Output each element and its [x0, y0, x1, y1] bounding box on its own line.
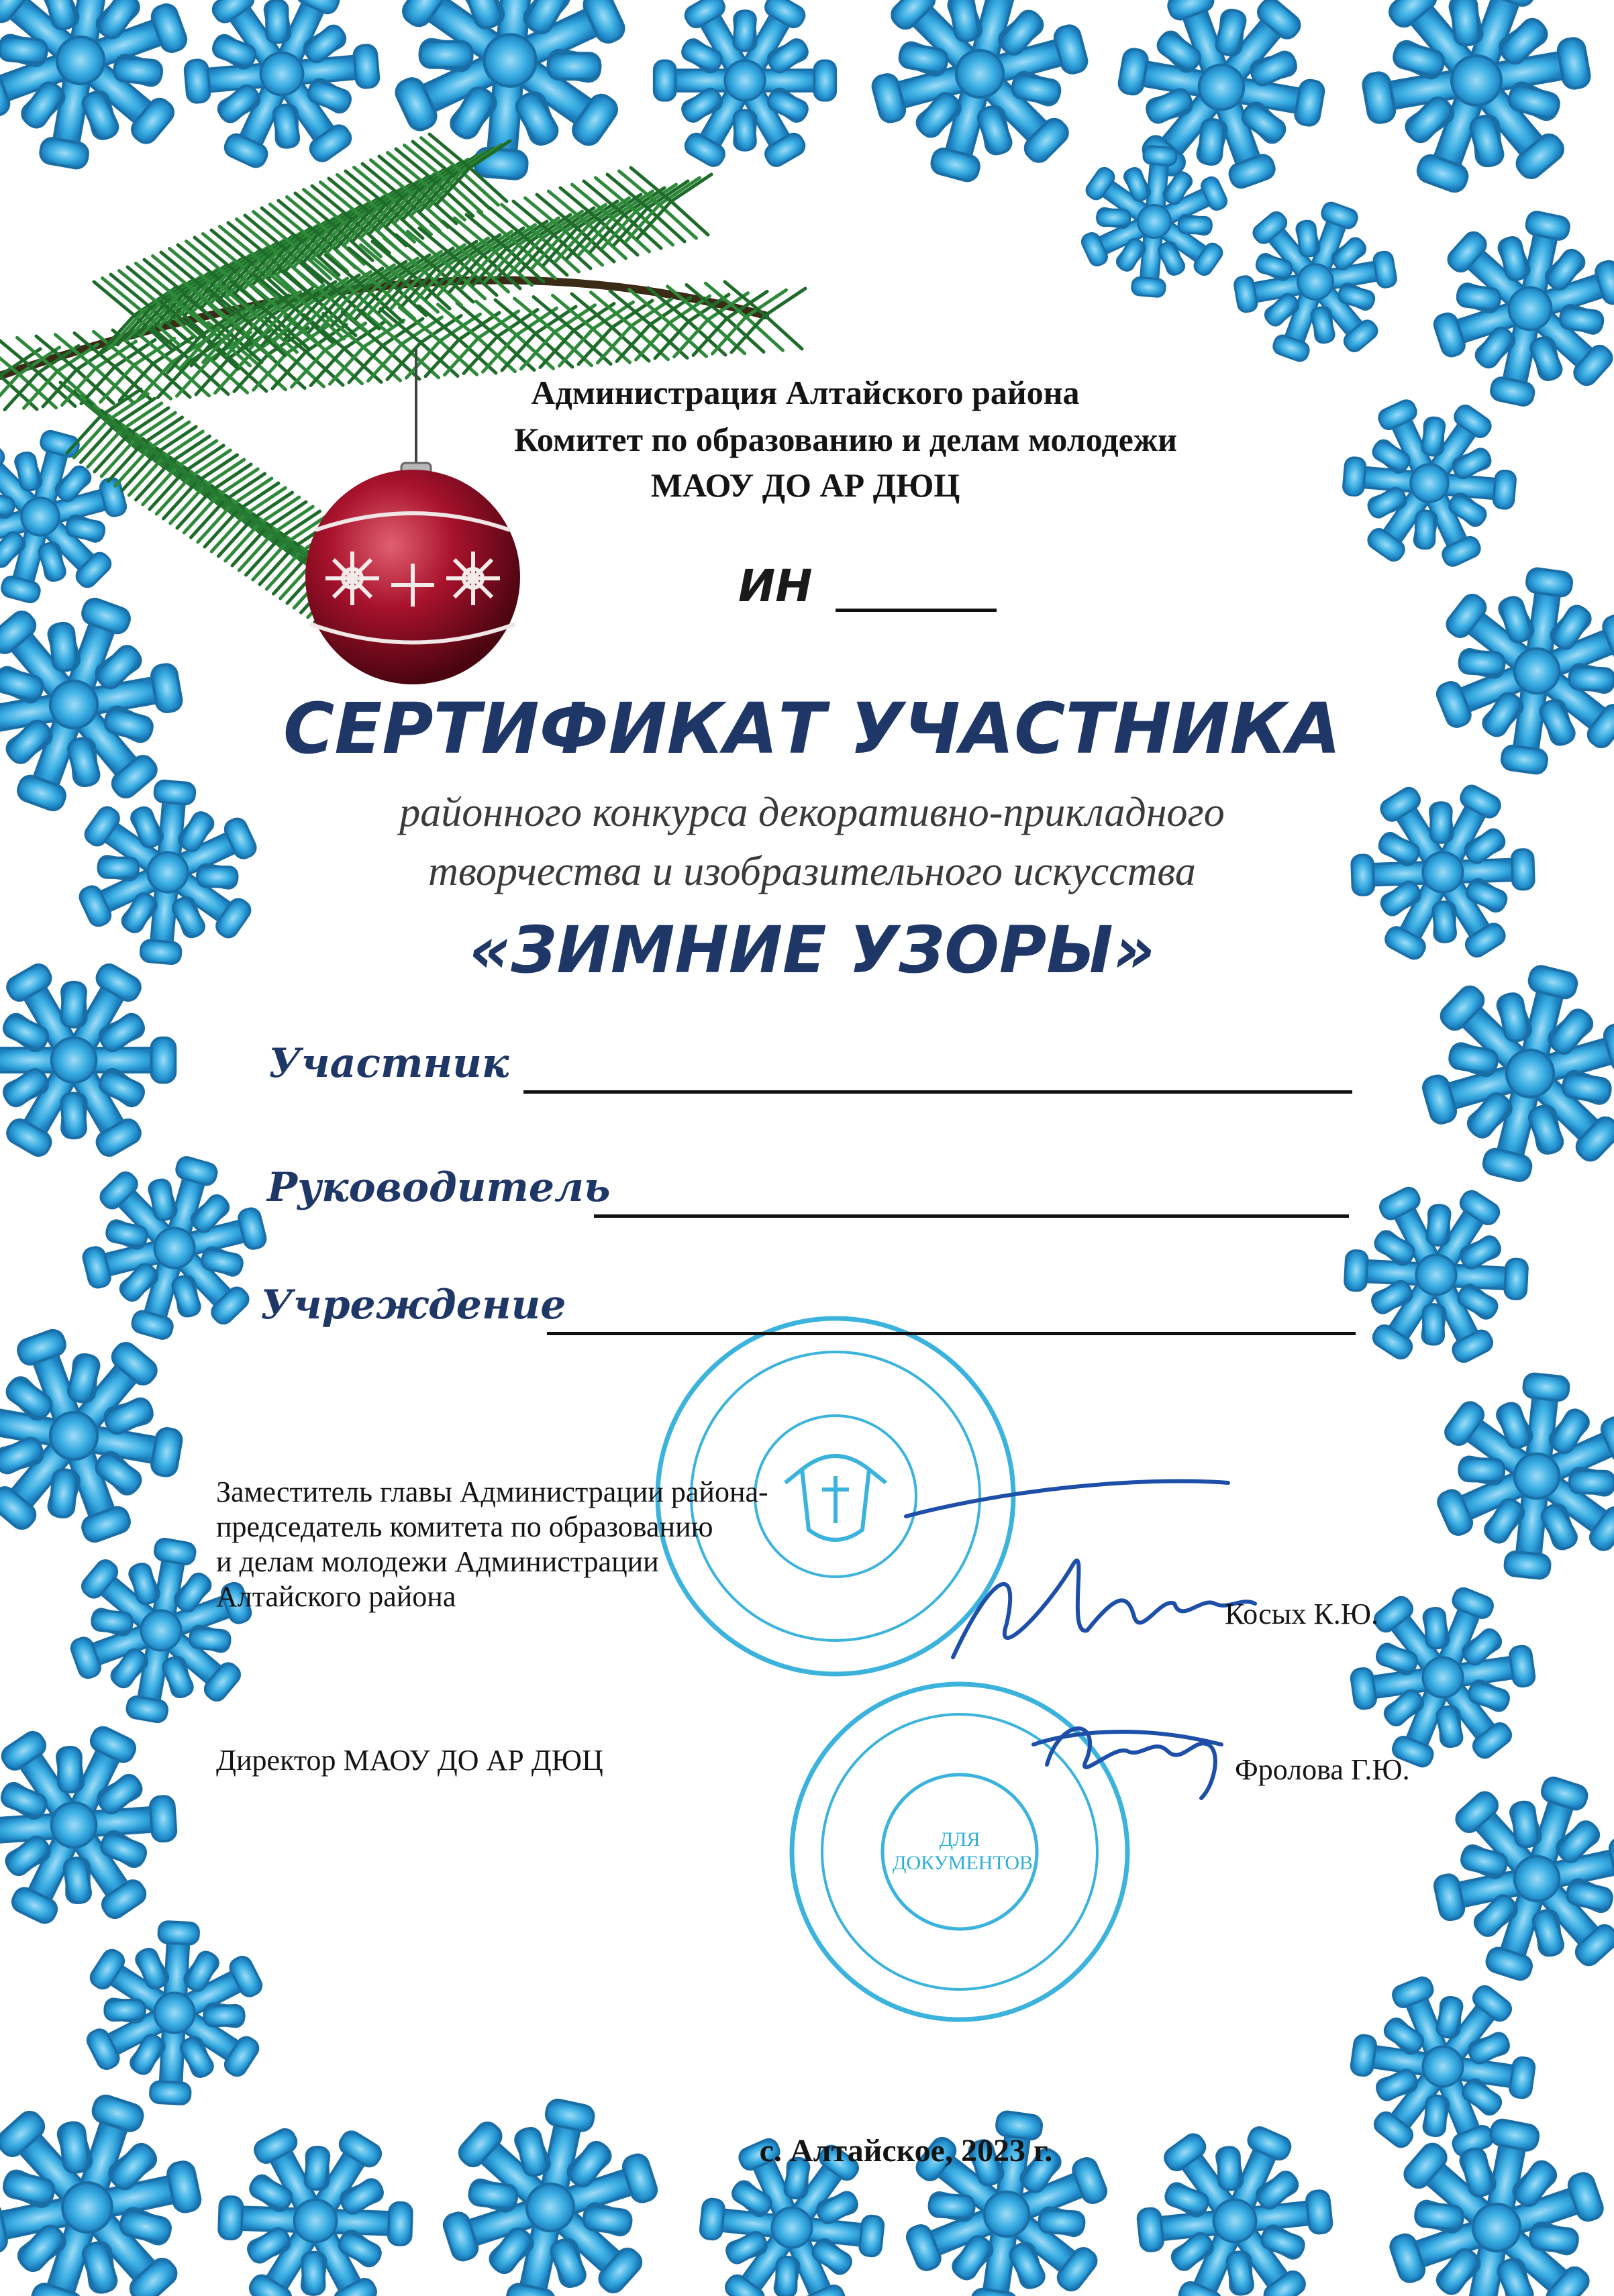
registration-number [738, 560, 1020, 614]
snowflake-icon [881, 2098, 1133, 2296]
signatory-1-position [216, 1475, 887, 1614]
signatory-2-position: Директор МАОУ ДО АР ДЮЦ [216, 1744, 603, 1777]
certificate-title: СЕРТИФИКАТ УЧАСТНИКА [283, 688, 1341, 770]
org-line-school: МАОУ ДО АР ДЮЦ [650, 466, 960, 504]
snowflake-icon [0, 1277, 234, 1594]
snowflake-icon [657, 2095, 927, 2296]
signature-kosykh [906, 1481, 1255, 1657]
registration-number-line [836, 609, 997, 612]
snowflake-icon [1098, 2089, 1371, 2296]
org-line-committee: Комитет по образованию и делам молодежи [514, 421, 1177, 458]
contest-name: «ЗИМНИЕ УЗОРЫ» [468, 912, 1156, 988]
stamp-center-text [893, 1828, 1033, 1875]
snowflake-icon [1205, 176, 1427, 387]
signature-frolova [1033, 1728, 1221, 1798]
supervisor-label: Руководитель [267, 1164, 611, 1211]
signatory-1-position-line: Заместитель главы Администрации района- [216, 1475, 768, 1508]
institution-label: Учреждение [260, 1282, 566, 1328]
snowflake-icon [0, 0, 216, 187]
participant-label: Участник [268, 1040, 509, 1087]
snowflake-icon [1321, 0, 1614, 229]
signatory-1-position-line: Алтайского района [216, 1579, 456, 1613]
footer-place-year: с. Алтайское, 2023 г. [759, 2133, 1053, 2169]
snowflake-icon [1406, 193, 1614, 425]
snowflake-icon [838, 0, 1122, 208]
signatory-1-name: Косых К.Ю. [1225, 1598, 1378, 1630]
stamp-center-line-2: ДОКУМЕНТОВ [893, 1851, 1033, 1874]
stamp-center-line-1: ДЛЯ [939, 1828, 980, 1850]
snowflake-icon [1411, 555, 1614, 787]
signatory-1-position-line: и делам молодежи Администрации [216, 1545, 659, 1578]
snowflake-icon [612, 0, 878, 209]
registration-number-label: ИН [738, 560, 813, 612]
supervisor-line [594, 1214, 1349, 1218]
signatory-1-position-line: председатель комитета по образованию [216, 1510, 713, 1543]
signatory-2-name: Фролова Г.Ю. [1235, 1753, 1410, 1786]
snowflake-icon [1398, 1747, 1614, 2010]
snowflake-icon [0, 2063, 240, 2296]
snowflake-icon [1414, 1363, 1614, 1589]
snowflake-icon [52, 1133, 297, 1363]
snowflake-icon [69, 1917, 280, 2109]
snowflake-icon [1389, 941, 1614, 1206]
subtitle-line-2: творчества и изобразительного искусства [428, 849, 1196, 894]
subtitle-line-1: районного конкурса декоративно-прикладного [399, 790, 1225, 835]
institution-line [547, 1332, 1356, 1335]
snowflake-icon [412, 2078, 689, 2296]
snowflake-icon [1302, 1144, 1570, 1406]
snowflake-icon [174, 2083, 457, 2296]
org-line-administration: Администрация Алтайского района [531, 374, 1080, 411]
participant-line [523, 1090, 1352, 1094]
